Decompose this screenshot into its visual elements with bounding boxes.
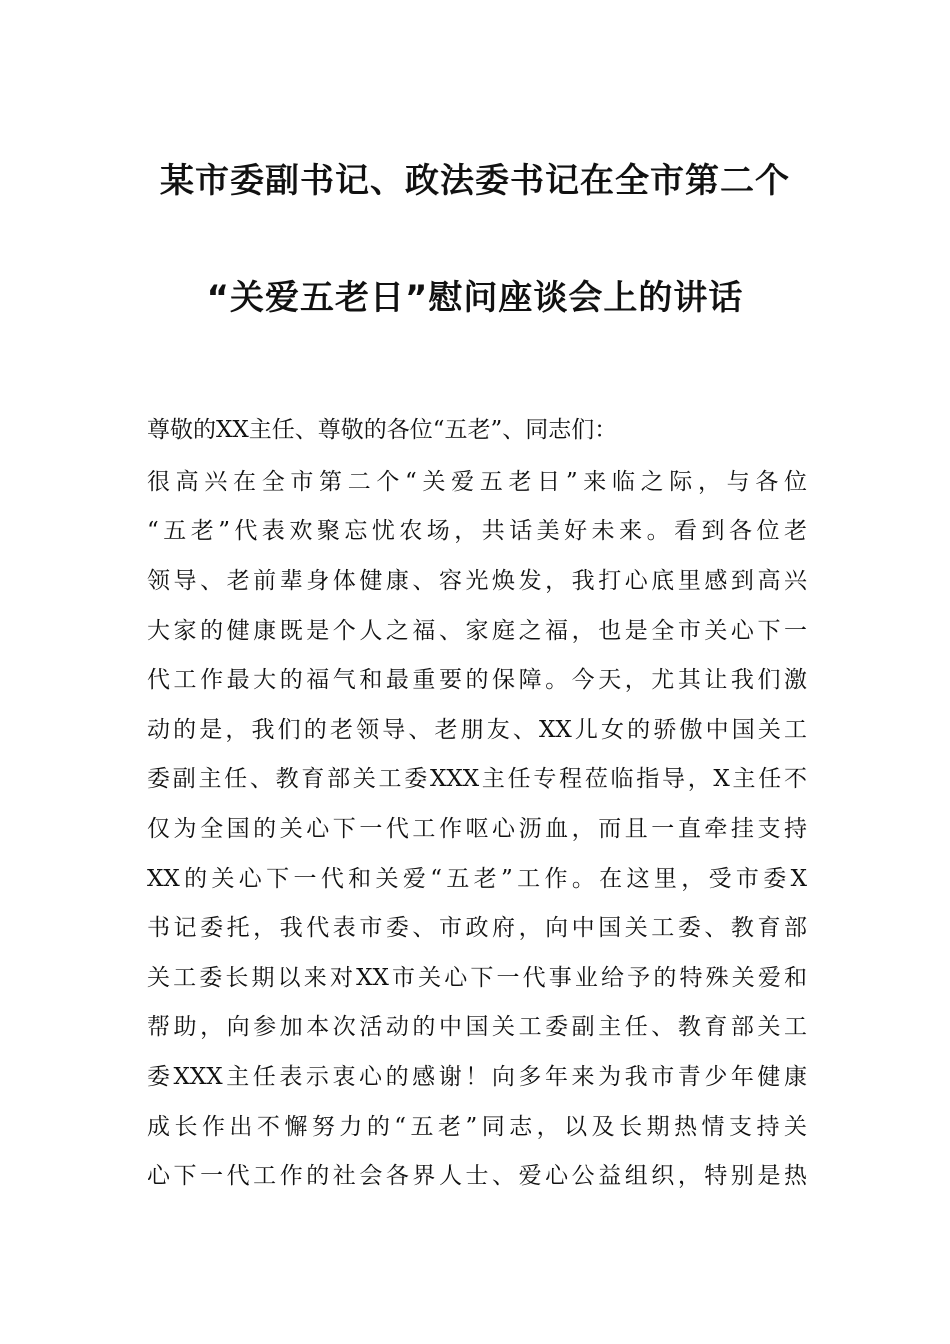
body-line: XX的关心下一代和关爱“五老”工作。在这里，受市委X [147, 866, 807, 892]
body-line: 委副主任、教育部关工委XXX主任专程莅临指导，X主任不 [147, 766, 807, 792]
body-line: 大家的健康既是个人之福、家庭之福，也是全市关心下一 [147, 618, 807, 644]
body-line: 动的是，我们的老领导、老朋友、XX儿女的骄傲中国关工 [147, 717, 807, 743]
body-line: 仅为全国的关心下一代工作呕心沥血，而且一直牵挂支持 [147, 816, 807, 842]
body-line: 成长作出不懈努力的“五老”同志，以及长期热情支持关 [147, 1114, 807, 1140]
body-line: 代工作最大的福气和最重要的保障。今天，尤其让我们激 [147, 667, 807, 693]
salutation: 尊敬的XX主任、尊敬的各位“五老”、同志们： [147, 417, 618, 443]
body-line: 关工委长期以来对XX市关心下一代事业给予的特殊关爱和 [147, 965, 807, 991]
body-line: 很高兴在全市第二个“关爱五老日”来临之际，与各位 [147, 469, 807, 495]
document-title-line-1: 某市委副书记、政法委书记在全市第二个 [160, 161, 790, 201]
body-line: 书记委托，我代表市委、市政府，向中国关工委、教育部 [147, 915, 807, 941]
body-line: 帮助，向参加本次活动的中国关工委副主任、教育部关工 [147, 1014, 807, 1040]
body-line: “五老”代表欢聚忘忧农场，共话美好未来。看到各位老 [147, 518, 807, 544]
body-line: 委XXX主任表示衷心的感谢！向多年来为我市青少年健康 [147, 1064, 807, 1090]
body-line: 领导、老前辈身体健康、容光焕发，我打心底里感到高兴 [147, 568, 807, 594]
body-line: 心下一代工作的社会各界人士、爱心公益组织，特别是热 [147, 1163, 807, 1189]
document-title-line-2: “关爱五老日”慰问座谈会上的讲话 [206, 278, 744, 318]
